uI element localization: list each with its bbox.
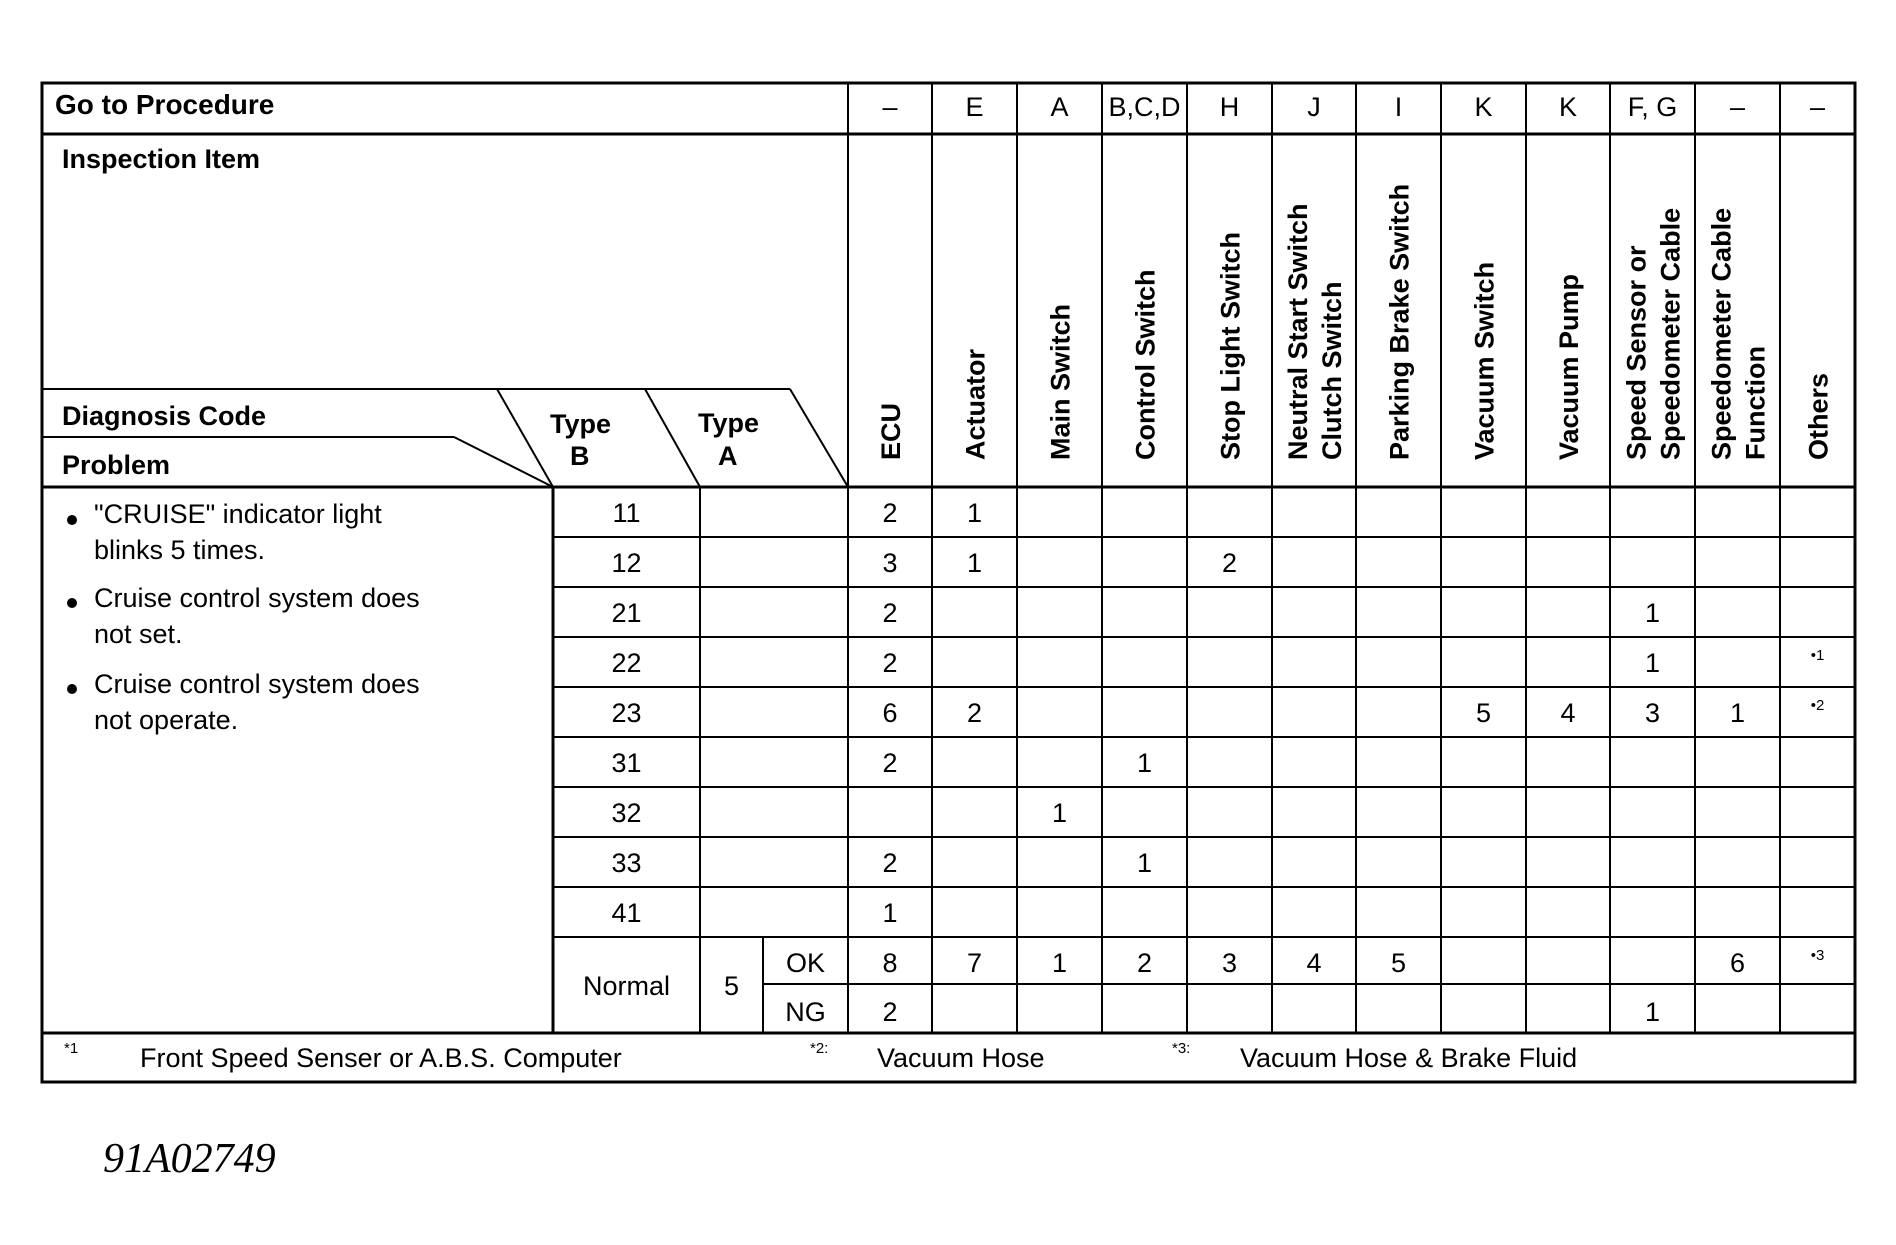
cell-23-8: 4 (1560, 698, 1576, 728)
inspection-item-0-0: ECU (876, 402, 906, 460)
inspection-item-4-0: Stop Light Switch (1215, 232, 1246, 460)
inspection-item-5-1: Clutch Switch (1317, 281, 1347, 460)
cell-22-9: 1 (1644, 648, 1661, 678)
code-b-12: 12 (611, 548, 642, 578)
problem-3-line-1: Cruise control system does (94, 669, 420, 699)
cell-ok-11: •3 (1810, 947, 1825, 964)
procedure-code-3: B,C,D (1108, 92, 1181, 122)
figure-id: 91A02749 (103, 1136, 276, 1182)
footnote-1-text: Front Speed Senser or A.B.S. Computer (140, 1043, 622, 1073)
inspection-item-10-0: Speedometer Cable (1706, 207, 1737, 460)
problem-list (67, 499, 420, 735)
cell-33-0: 2 (882, 848, 898, 878)
cell-11-0: 2 (882, 498, 898, 528)
normal-label: Normal (582, 971, 671, 1001)
procedure-code-0: – (882, 92, 898, 122)
cell-22-11: •1 (1810, 647, 1825, 664)
inspection-item-9-1: Speedometer Cable (1655, 207, 1686, 460)
bullet-icon (67, 598, 77, 608)
inspection-item-8-0: Vacuum Pump (1554, 273, 1584, 460)
problem-2-line-1: Cruise control system does (94, 583, 420, 613)
cell-ok-4: 3 (1221, 948, 1238, 978)
cell-23-0: 6 (882, 698, 898, 728)
inspection-item-5-0: Neutral Start Switch (1283, 203, 1313, 460)
footnotes (64, 1040, 1577, 1073)
problem-3-line-2: not operate. (94, 705, 239, 735)
problem-1-line-1: "CRUISE" indicator light (94, 499, 382, 529)
code-b-23: 23 (611, 698, 642, 728)
cell-21-9: 1 (1644, 598, 1661, 628)
code-b-41: 41 (611, 898, 642, 928)
normal-ng-label: NG (785, 997, 826, 1027)
cell-ok-1: 7 (966, 948, 983, 978)
normal-ok-label: OK (785, 948, 826, 978)
cell-ok-6: 5 (1390, 948, 1407, 978)
code-b-32: 32 (611, 798, 642, 828)
procedure-code-10: – (1729, 92, 1746, 122)
problem-label: Problem (62, 450, 171, 480)
cell-12-0: 3 (882, 548, 898, 578)
cell-22-0: 2 (882, 648, 898, 678)
inspection-item-9-0: Speed Sensor or (1621, 245, 1652, 460)
column-headers (876, 92, 1834, 460)
procedure-code-4: H (1219, 92, 1240, 122)
code-b-22: 22 (611, 648, 642, 678)
diagonal-line (790, 389, 848, 487)
inspection-item-6-0: Parking Brake Switch (1384, 183, 1415, 460)
bullet-icon (67, 515, 77, 525)
footnote-3-text: Vacuum Hose & Brake Fluid (1240, 1043, 1578, 1073)
grid-lines (42, 83, 1855, 1033)
bullet-icon (67, 684, 77, 694)
problem-1-line-2: blinks 5 times. (94, 535, 266, 565)
cell-12-4: 2 (1221, 548, 1238, 578)
type-a-label: Type (698, 408, 760, 438)
inspection-item-7-0: Vacuum Switch (1469, 261, 1500, 460)
cell-11-1: 1 (966, 498, 983, 528)
cell-32-2: 1 (1051, 798, 1068, 828)
cell-31-0: 2 (882, 748, 898, 778)
cell-ok-0: 8 (882, 948, 898, 978)
inspection-item-1-0: Actuator (960, 348, 991, 460)
footnote-2-mark: *2: (810, 1040, 829, 1057)
cell-23-9: 3 (1644, 698, 1661, 728)
cell-23-10: 1 (1729, 698, 1746, 728)
footnote-1-mark: *1 (64, 1040, 79, 1057)
footnote-3-mark: *3: (1172, 1040, 1191, 1057)
type-b-letter: B (570, 441, 590, 471)
code-b-33: 33 (611, 848, 642, 878)
procedure-code-5: J (1307, 92, 1321, 122)
procedure-code-1: E (965, 92, 984, 122)
inspection-item-10-1: Function (1740, 346, 1771, 460)
procedure-code-8: K (1558, 92, 1578, 122)
diagonal-line (645, 389, 700, 487)
cell-23-7: 5 (1475, 698, 1492, 728)
cell-ok-5: 4 (1306, 948, 1322, 978)
cell-31-3: 1 (1136, 748, 1153, 778)
cell-21-0: 2 (882, 598, 898, 628)
inspection-item-2-0: Main Switch (1045, 303, 1076, 460)
normal-code-a: 5 (723, 971, 740, 1001)
type-a-letter: A (718, 441, 738, 471)
cell-41-0: 1 (882, 898, 898, 928)
inspection-item-3-0: Control Switch (1130, 269, 1161, 460)
code-b-21: 21 (611, 598, 642, 628)
cell-ok-2: 1 (1051, 948, 1068, 978)
go-to-procedure-label: Go to Procedure (55, 89, 275, 120)
cell-ng-0: 2 (882, 997, 898, 1027)
procedure-code-9: F, G (1627, 92, 1678, 122)
footnote-2-text: Vacuum Hose (877, 1043, 1045, 1073)
cell-12-1: 1 (966, 548, 983, 578)
procedure-code-6: I (1394, 92, 1403, 122)
code-b-11: 11 (612, 498, 641, 528)
cell-23-1: 2 (966, 698, 983, 728)
procedure-code-11: – (1809, 92, 1826, 122)
inspection-item-11-0: Others (1803, 372, 1834, 460)
cell-ok-10: 6 (1729, 948, 1746, 978)
inspection-item-label: Inspection Item (62, 144, 261, 174)
cell-23-11: •2 (1810, 697, 1825, 714)
problem-2-line-2: not set. (94, 619, 183, 649)
cell-ng-9: 1 (1644, 997, 1661, 1027)
code-b-31: 31 (611, 748, 642, 778)
cell-33-3: 1 (1136, 848, 1153, 878)
cell-ok-3: 2 (1136, 948, 1153, 978)
procedure-code-7: K (1474, 92, 1493, 122)
type-b-label: Type (550, 409, 612, 439)
procedure-code-2: A (1050, 92, 1069, 122)
diagnosis-code-label: Diagnosis Code (62, 401, 267, 431)
table-cells (583, 498, 1824, 1027)
